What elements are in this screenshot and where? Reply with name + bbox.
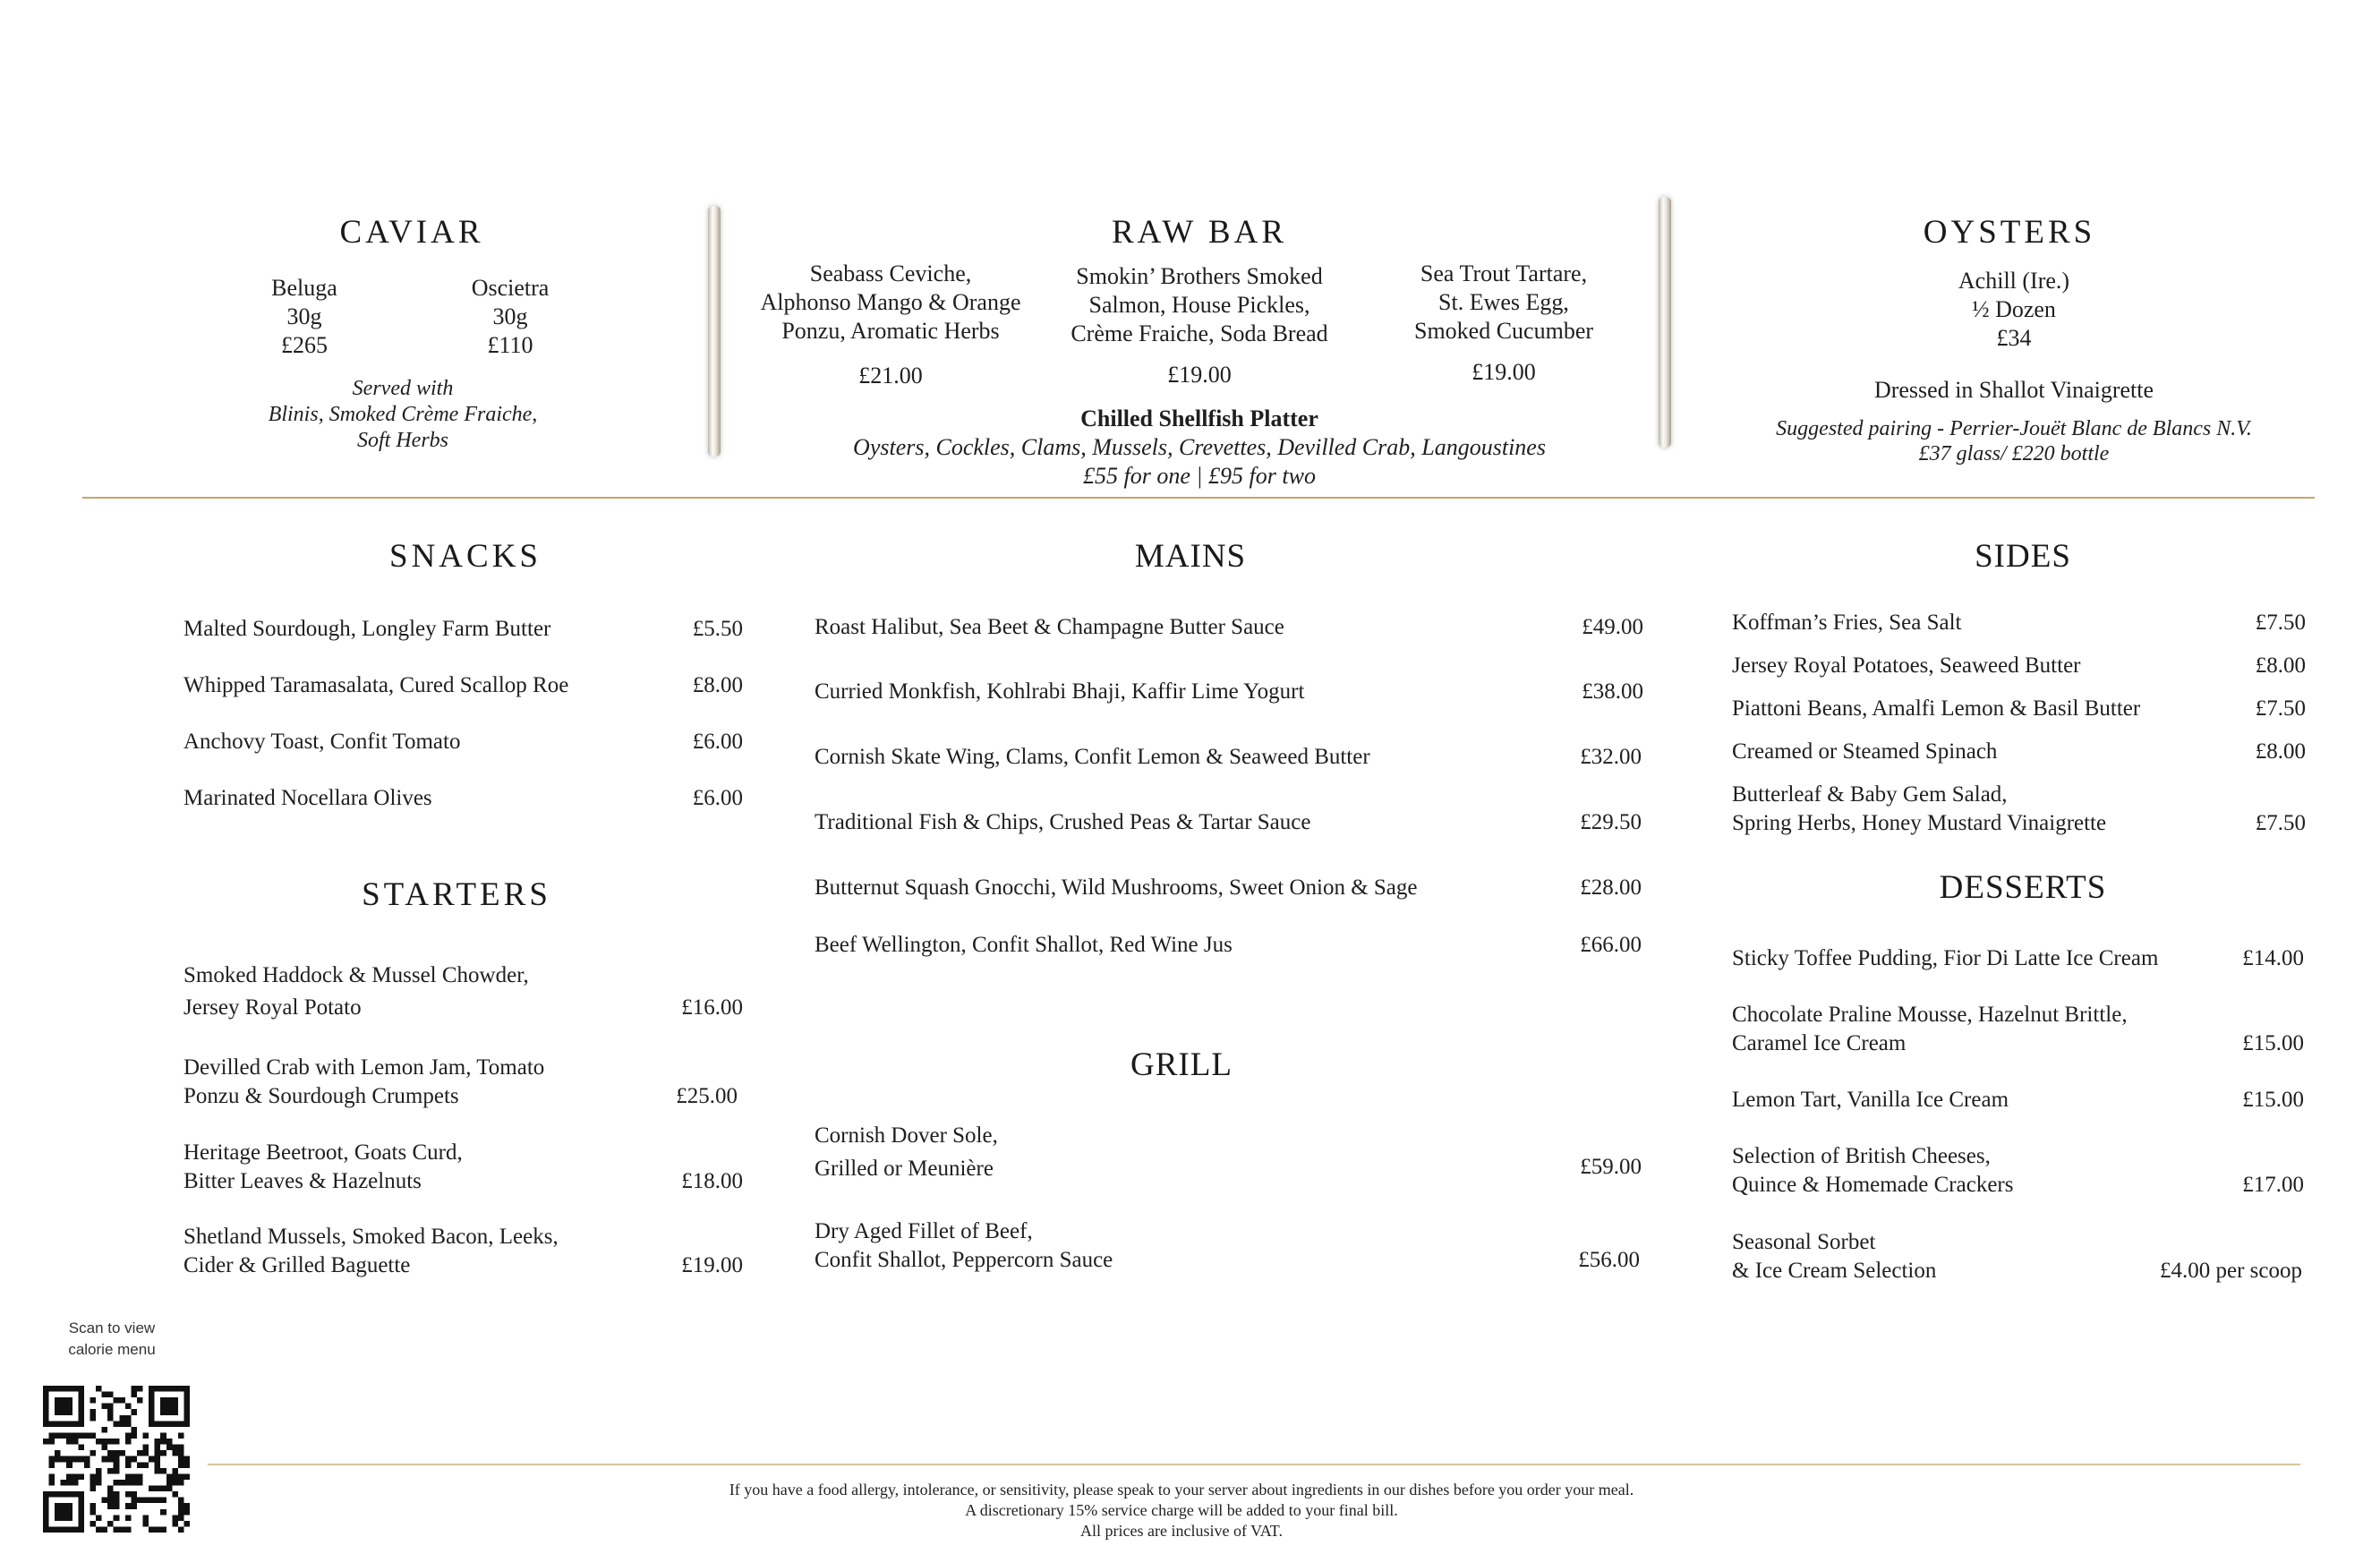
oysters-line: ½ Dozen	[1972, 296, 2056, 322]
side-item-price: £7.50	[2255, 696, 2306, 721]
dessert-item-name: Lemon Tart, Vanilla Ice Cream	[1732, 1088, 2009, 1112]
dessert-item-line: & Ice Cream Selection	[1732, 1259, 1937, 1283]
main-item-price: £49.00	[1582, 615, 1643, 639]
raw-bar-item-line: Salmon, House Pickles,	[1088, 292, 1310, 318]
starter-item-line: Devilled Crab with Lemon Jam, Tomato	[183, 1055, 545, 1080]
qr-caption-line: Scan to view	[68, 1319, 156, 1336]
starter-item	[183, 1139, 463, 1196]
dessert-item	[1732, 1001, 2128, 1058]
dessert-item-name: Sticky Toffee Pudding, Fior Di Latte Ice Cream	[1732, 946, 2159, 970]
snack-item-price: £6.00	[692, 786, 743, 810]
oysters-line: Achill (Ire.)	[1958, 268, 2070, 294]
dessert-item	[1732, 1228, 1936, 1285]
oysters-heading: OYSTERS	[1923, 214, 2096, 251]
oysters-item	[1880, 267, 2148, 353]
platter-prices: £55 for one | £95 for two	[1083, 463, 1316, 489]
snack-item-price: £8.00	[692, 673, 743, 697]
raw-bar-item	[743, 260, 1038, 390]
footer-service-note: A discretionary 15% service charge will be added to your final bill.	[965, 1501, 1398, 1519]
caviar-note	[224, 376, 582, 454]
side-item-name: Koffman’s Fries, Sea Salt	[1732, 610, 1962, 635]
grill-heading: GRILL	[1130, 1046, 1233, 1083]
platter-title: Chilled Shellfish Platter	[1080, 406, 1318, 431]
raw-bar-item	[1369, 260, 1638, 387]
left-pillar-divider	[708, 206, 721, 457]
side-item	[1732, 781, 2106, 838]
starter-item-line: Heritage Beetroot, Goats Curd,	[183, 1140, 463, 1165]
main-item-price: £66.00	[1580, 933, 1642, 957]
dessert-item-price: £15.00	[2242, 1088, 2304, 1112]
bottom-divider	[208, 1464, 2300, 1465]
main-item-price: £38.00	[1582, 679, 1643, 704]
starter-item-line: Ponzu & Sourdough Crumpets	[183, 1084, 459, 1108]
shellfish-platter	[788, 405, 1611, 491]
raw-bar-heading: RAW BAR	[1111, 214, 1288, 251]
footer-notes	[537, 1480, 1826, 1541]
raw-bar-item-price: £19.00	[1167, 362, 1232, 388]
starter-item-line: Shetland Mussels, Smoked Bacon, Leeks,	[183, 1225, 559, 1249]
grill-item-price: £59.00	[1580, 1155, 1642, 1179]
raw-bar-item-line: St. Ewes Egg,	[1438, 289, 1569, 315]
side-item-price: £7.50	[2255, 811, 2306, 835]
starter-item-line: Jersey Royal Potato	[183, 995, 362, 1020]
oysters-dressing: Dressed in Shallot Vinaigrette	[1873, 377, 2154, 403]
caviar-note-line: Served with	[352, 377, 454, 400]
caviar-item-name: Beluga	[271, 275, 337, 301]
main-item-name: Roast Halibut, Sea Beet & Champagne Butter Sauce	[815, 615, 1284, 639]
caviar-heading: CAVIAR	[339, 214, 484, 251]
snack-item-name: Whipped Taramasalata, Cured Scallop Roe	[183, 673, 569, 697]
dessert-item-line: Seasonal Sorbet	[1732, 1230, 1876, 1254]
raw-bar-item-line: Sea Trout Tartare,	[1420, 260, 1588, 286]
raw-bar-item	[1043, 262, 1356, 389]
main-item-price: £32.00	[1580, 745, 1642, 769]
grill-item-line: Grilled or Meunière	[815, 1157, 994, 1181]
starter-item-line: Bitter Leaves & Hazelnuts	[183, 1169, 422, 1193]
footer-vat-note: All prices are inclusive of VAT.	[1080, 1522, 1283, 1540]
starter-item-price: £16.00	[681, 995, 743, 1020]
starter-item-line: Cider & Grilled Baguette	[183, 1253, 411, 1277]
side-item-name: Piattoni Beans, Amalfi Lemon & Basil Butter	[1732, 696, 2141, 721]
grill-item-price: £56.00	[1578, 1248, 1640, 1272]
side-item-price: £8.00	[2255, 653, 2306, 678]
caviar-item-price: £265	[281, 332, 328, 358]
main-item-name: Traditional Fish & Chips, Crushed Peas & Tartar Sauce	[815, 810, 1311, 834]
snack-item-name: Malted Sourdough, Longley Farm Butter	[183, 617, 551, 641]
sides-heading: SIDES	[1975, 538, 2071, 575]
qr-code-icon[interactable]	[43, 1386, 190, 1533]
side-item-price: £8.00	[2255, 739, 2306, 764]
dessert-item-line: Chocolate Praline Mousse, Hazelnut Brittle,	[1732, 1003, 2128, 1027]
caviar-item-name: Oscietra	[471, 275, 550, 301]
caviar-item-weight: 30g	[492, 303, 528, 329]
raw-bar-item-line: Ponzu, Aromatic Herbs	[781, 318, 1000, 344]
starter-item	[183, 960, 529, 1024]
caviar-item-beluga	[233, 274, 376, 360]
caviar-item-weight: 30g	[286, 303, 322, 329]
dessert-item-price: £4.00 per scoop	[2160, 1259, 2302, 1283]
top-divider	[82, 497, 2315, 499]
dessert-item-line: Caramel Ice Cream	[1732, 1031, 1907, 1055]
dessert-item	[1732, 1142, 2013, 1200]
platter-description: Oysters, Cockles, Clams, Mussels, Crevettes, Devilled Crab, Langoustines	[853, 434, 1546, 460]
starter-item-price: £25.00	[676, 1084, 738, 1108]
caviar-item-price: £110	[487, 332, 533, 358]
starters-heading: STARTERS	[362, 876, 551, 913]
snack-item-name: Anchovy Toast, Confit Tomato	[183, 730, 461, 754]
qr-caption	[36, 1318, 188, 1361]
grill-item	[815, 1119, 998, 1185]
starter-item	[183, 1054, 544, 1111]
oysters-line: £34	[1996, 325, 2032, 351]
snack-item-price: £5.50	[692, 617, 743, 641]
pairing-line: Suggested pairing - Perrier-Jouët Blanc de Blancs N.V.	[1776, 417, 2252, 440]
dessert-item-price: £15.00	[2242, 1031, 2304, 1055]
grill-item-line: Dry Aged Fillet of Beef,	[815, 1219, 1033, 1243]
footer-allergy-note: If you have a food allergy, intolerance, or sensitivity, please speak to your server about ingredients in our dishes before you order your meal.	[729, 1481, 1634, 1498]
pairing-price: £37 glass/ £220 bottle	[1918, 442, 2110, 465]
raw-bar-item-price: £19.00	[1472, 359, 1536, 385]
side-item-name: Creamed or Steamed Spinach	[1732, 739, 1998, 764]
raw-bar-item-line: Smoked Cucumber	[1413, 318, 1594, 344]
grill-item-line: Cornish Dover Sole,	[815, 1123, 998, 1148]
right-pillar-divider	[1659, 197, 1671, 448]
grill-item	[815, 1217, 1113, 1275]
caviar-item-oscietra	[439, 274, 582, 360]
starter-item	[183, 1223, 559, 1280]
raw-bar-item-line: Smokin’ Brothers Smoked	[1076, 263, 1323, 289]
main-item-price: £29.50	[1580, 810, 1642, 834]
side-item-line: Butterleaf & Baby Gem Salad,	[1732, 782, 2008, 807]
dessert-item-line: Selection of British Cheeses,	[1732, 1144, 1991, 1168]
oysters-pairing	[1701, 416, 2327, 466]
dessert-item-line: Quince & Homemade Crackers	[1732, 1173, 2014, 1197]
snack-item-name: Marinated Nocellara Olives	[183, 786, 432, 810]
grill-item-line: Confit Shallot, Peppercorn Sauce	[815, 1248, 1113, 1272]
snacks-heading: SNACKS	[389, 538, 542, 575]
starter-item-line: Smoked Haddock & Mussel Chowder,	[183, 963, 529, 987]
snack-item-price: £6.00	[692, 730, 743, 754]
desserts-heading: DESSERTS	[1939, 869, 2107, 906]
main-item-price: £28.00	[1580, 875, 1642, 900]
raw-bar-item-line: Crème Fraiche, Soda Bread	[1071, 320, 1328, 346]
side-item-price: £7.50	[2255, 610, 2306, 635]
starter-item-price: £19.00	[681, 1253, 743, 1277]
side-item-name: Jersey Royal Potatoes, Seaweed Butter	[1732, 653, 2081, 678]
caviar-note-line: Soft Herbs	[357, 429, 448, 452]
raw-bar-item-line: Seabass Ceviche,	[809, 260, 972, 286]
side-item-line: Spring Herbs, Honey Mustard Vinaigrette	[1732, 811, 2107, 835]
main-item-name: Curried Monkfish, Kohlrabi Bhaji, Kaffir Lime Yogurt	[815, 679, 1305, 704]
raw-bar-item-line: Alphonso Mango & Orange	[760, 289, 1021, 315]
qr-caption-line: calorie menu	[68, 1341, 156, 1358]
starter-item-price: £18.00	[681, 1169, 743, 1193]
mains-heading: MAINS	[1134, 538, 1247, 575]
raw-bar-item-price: £21.00	[858, 363, 923, 388]
caviar-note-line: Blinis, Smoked Crème Fraiche,	[268, 403, 538, 426]
main-item-name: Cornish Skate Wing, Clams, Confit Lemon & Seaweed Butter	[815, 745, 1370, 769]
main-item-name: Butternut Squash Gnocchi, Wild Mushrooms, Sweet Onion & Sage	[815, 875, 1418, 900]
dessert-item-price: £14.00	[2242, 946, 2304, 970]
main-item-name: Beef Wellington, Confit Shallot, Red Wine Jus	[815, 933, 1233, 957]
dessert-item-price: £17.00	[2242, 1173, 2304, 1197]
